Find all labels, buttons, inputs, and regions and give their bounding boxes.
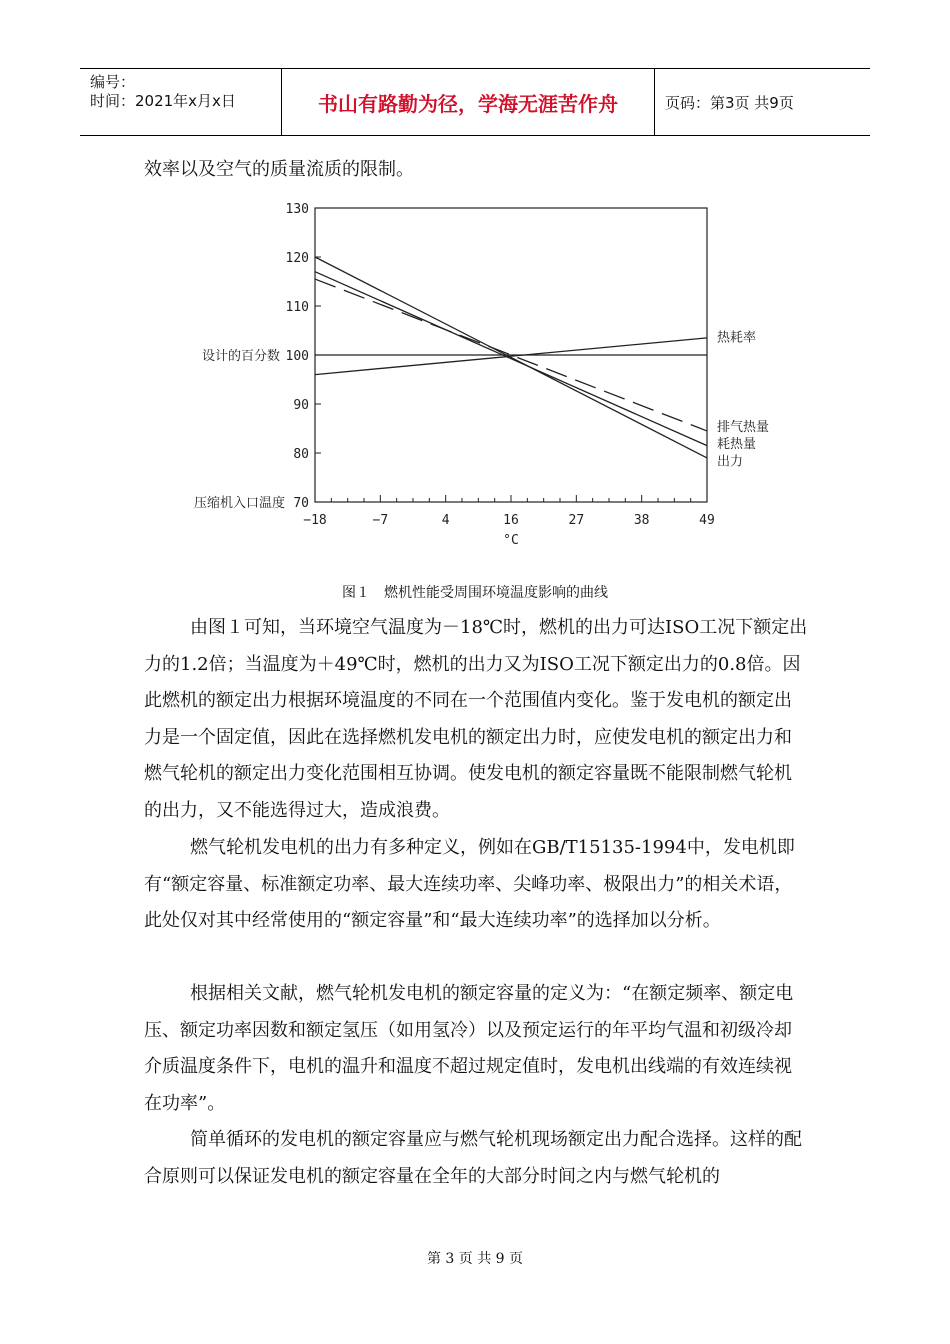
- figure-caption: 图１ 燃机性能受周围环境温度影响的曲线: [342, 585, 608, 601]
- y-tick-label: 90: [293, 398, 309, 413]
- paragraph-3: 根据相关文献，燃气轮机发电机的额定容量的定义为：“在额定频率、额定电压、额定功率因数和额定氢压（如用氢冷）以及预定运行的年平均气温和初级冷却介质温度条件下，电机的温升和温度不超过规定值时，发电机出线端的有效连续视在功率”。: [144, 983, 794, 1114]
- y-tick-label: 70: [293, 496, 309, 511]
- series-line: [315, 257, 707, 458]
- series-label: 耗热量: [717, 437, 757, 453]
- series-label: 出力: [717, 454, 744, 470]
- y-tick-label: 100: [285, 349, 309, 364]
- x-tick-label: 49: [699, 513, 715, 528]
- paragraph-4: 简单循环的发电机的额定容量应与燃气轮机现场额定出力配合选择。这样的配合原则可以保证发电机的额定容量在全年的大部分时间之内与燃气轮机的: [144, 1129, 802, 1187]
- time-label: 时间：2021年x月x日: [90, 92, 236, 110]
- number-label: 编号：: [90, 73, 136, 91]
- paragraph-1: 由图１可知，当环境空气温度为－18℃时，燃机的出力可达ISO工况下额定出力的1.2倍；当温度为＋49℃时，燃机的出力又为ISO工况下额定出力的0.8倍。因此燃机的额定出力根据环境温度的不同在一个范围值内变化。鉴于发电机的额定出力是一个固定值，因此在选择燃机发电机的额定出力时，应使发电机的额定出力和燃气轮机的额定出力变化范围相互协调。使发电机的额定容量既不能限制燃气轮机的出力，又不能选得过大，造成浪费。: [144, 617, 808, 821]
- intro-line: 效率以及空气的质量流质的限制。: [144, 159, 414, 180]
- y-tick-label: 120: [285, 251, 309, 266]
- page-footer: 第 3 页 共 9 页: [426, 1251, 524, 1267]
- series-label: 热耗率: [717, 330, 757, 346]
- x-tick-label: 4: [441, 513, 450, 528]
- series-label: 排气热量: [717, 420, 770, 436]
- header-page-label: 页码：第3页 共9页: [665, 93, 794, 112]
- y-tick-label: 130: [285, 202, 309, 217]
- compressor-inlet-label: 压缩机入口温度: [193, 496, 285, 511]
- x-axis-label: °C: [503, 533, 519, 545]
- page-header: [80, 68, 870, 136]
- ambient-temperature-chart: [170, 195, 790, 545]
- paragraph-2: 燃气轮机发电机的出力有多种定义，例如在GB/T15135-1994中，发电机即有“额定容量、标准额定功率、最大连续功率、尖峰功率、极限出力”的相关术语，此处仅对其中经常使用的“额定容量”和“最大连续功率”的选择加以分析。: [144, 837, 795, 931]
- y-axis-label: 设计的百分数: [201, 349, 280, 364]
- header-motto: 书山有路勤为径，学海无涯苦作舟: [282, 69, 655, 135]
- series-line: [315, 272, 707, 446]
- x-tick-label: −7: [372, 513, 389, 528]
- x-tick-label: 38: [633, 513, 650, 528]
- x-tick-label: 27: [568, 513, 585, 528]
- y-tick-label: 80: [293, 447, 309, 462]
- header-meta: [80, 69, 282, 135]
- x-tick-label: −18: [303, 513, 327, 528]
- x-tick-label: 16: [503, 513, 519, 528]
- series-line: [315, 338, 707, 375]
- y-tick-label: 110: [285, 300, 309, 315]
